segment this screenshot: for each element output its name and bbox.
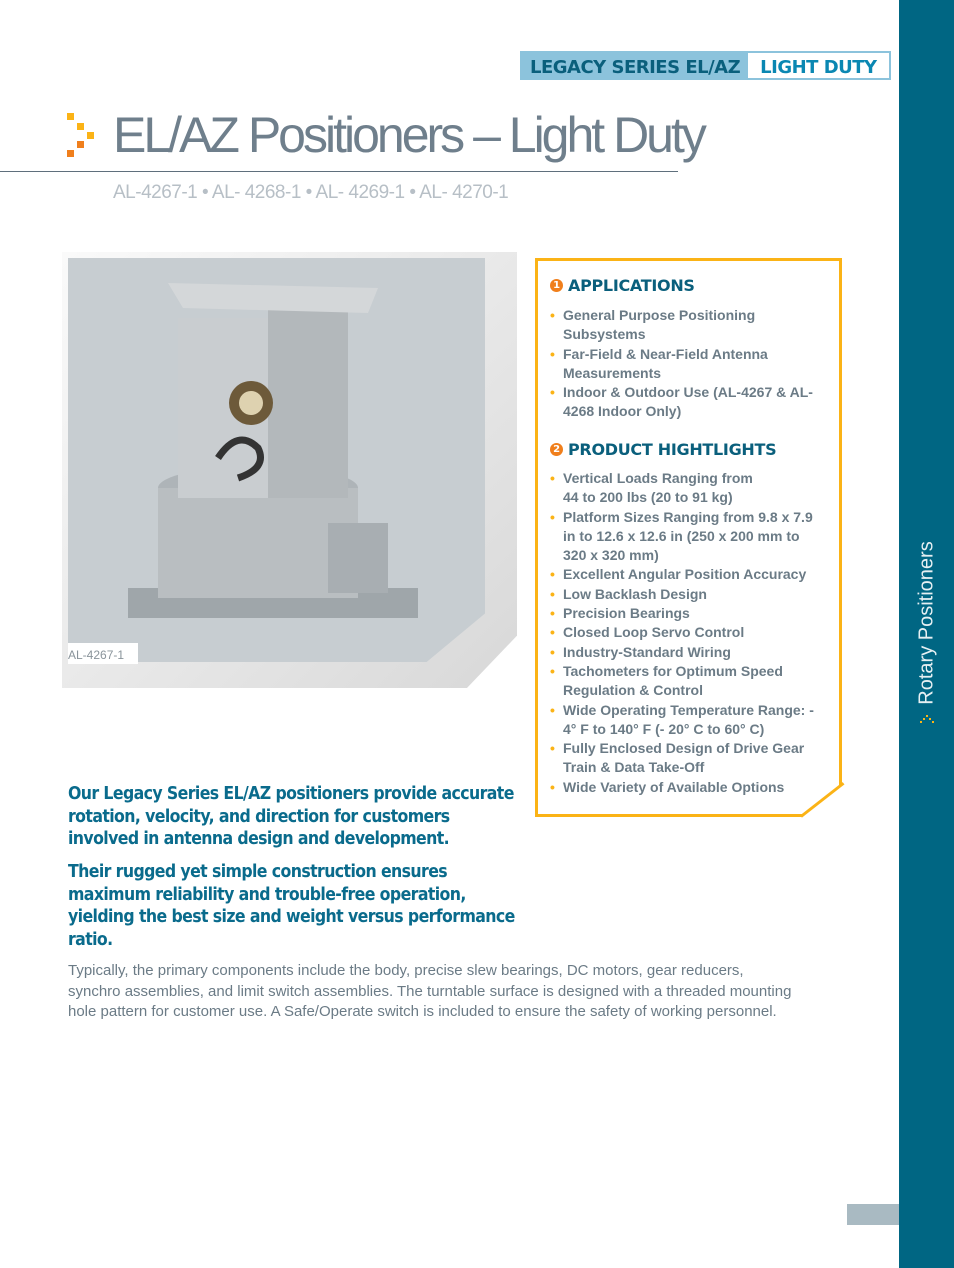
highlights-heading	[550, 440, 776, 459]
arrow-dots-icon	[67, 113, 95, 157]
number-badge: 1	[550, 279, 563, 292]
list-item: • Excellent Angular Position Accuracy	[550, 565, 825, 584]
lead-paragraph: Our Legacy Series EL/AZ positioners provide accurate rotation, velocity, and direction for customers involved in antenna design and development.	[68, 784, 514, 849]
title-divider	[0, 171, 678, 172]
heading-text: PRODUCT HIGHTLIGHTS	[568, 440, 777, 459]
body-paragraph: Typically, the primary components include the body, precise slew bearings, DC motors, gear reducers, synchro assemblies, and limit switch assemblies. The turntable surface is designed with a threaded mounting hole pattern for customer use. A Safe/Operate switch is included to ensure the safety of working personnel.	[68, 962, 792, 1020]
list-item: • Vertical Loads Ranging from 44 to 200 lbs (20 to 91 kg)	[550, 469, 825, 508]
lead-paragraph: Their rugged yet simple construction ensures maximum reliability and trouble-free operation, yielding the best size and weight versus performance ratio.	[68, 862, 515, 950]
page-title: EL/AZ Positioners – Light Duty	[113, 107, 704, 163]
list-item: • Wide Variety of Available Options	[550, 778, 825, 797]
list-item: • Indoor & Outdoor Use (AL-4267 & AL-4268 Indoor Only)	[550, 383, 820, 422]
list-item: • Far-Field & Near-Field Antenna Measurements	[550, 345, 820, 384]
chevron-up-icon	[918, 714, 936, 726]
photo-caption: AL-4267-1	[68, 643, 138, 664]
series-badge	[520, 51, 891, 80]
list-item: • Tachometers for Optimum Speed Regulation & Control	[550, 662, 825, 701]
duty-label: LIGHT DUTY	[748, 53, 888, 78]
list-item: • Precision Bearings	[550, 604, 825, 623]
page-tab	[847, 1204, 899, 1225]
model-numbers: AL-4267-1 • AL- 4268-1 • AL- 4269-1 • AL- 4270-1	[113, 182, 509, 203]
applications-heading	[550, 276, 695, 295]
list-item: • Platform Sizes Ranging from 9.8 x 7.9 in to 12.6 x 12.6 in (250 x 200 mm to 320 x 320 mm)	[550, 508, 825, 566]
product-photo	[68, 258, 485, 662]
list-item: • Closed Loop Servo Control	[550, 623, 825, 642]
product-photo-frame	[62, 252, 517, 688]
number-badge: 2	[550, 443, 563, 456]
heading-text: APPLICATIONS	[568, 276, 695, 295]
list-item: • Industry-Standard Wiring	[550, 643, 825, 662]
list-item: • General Purpose Positioning Subsystems	[550, 306, 820, 345]
list-item: • Wide Operating Temperature Range: - 4° F to 140° F (- 20° C to 60° C)	[550, 701, 825, 740]
section-label: Rotary Positioners	[915, 541, 938, 705]
highlights-list	[550, 469, 825, 797]
series-label: LEGACY SERIES EL/AZ	[522, 53, 748, 78]
applications-list	[550, 306, 820, 422]
list-item: • Low Backlash Design	[550, 585, 825, 604]
list-item: • Fully Enclosed Design of Drive Gear Train & Data Take-Off	[550, 739, 825, 778]
